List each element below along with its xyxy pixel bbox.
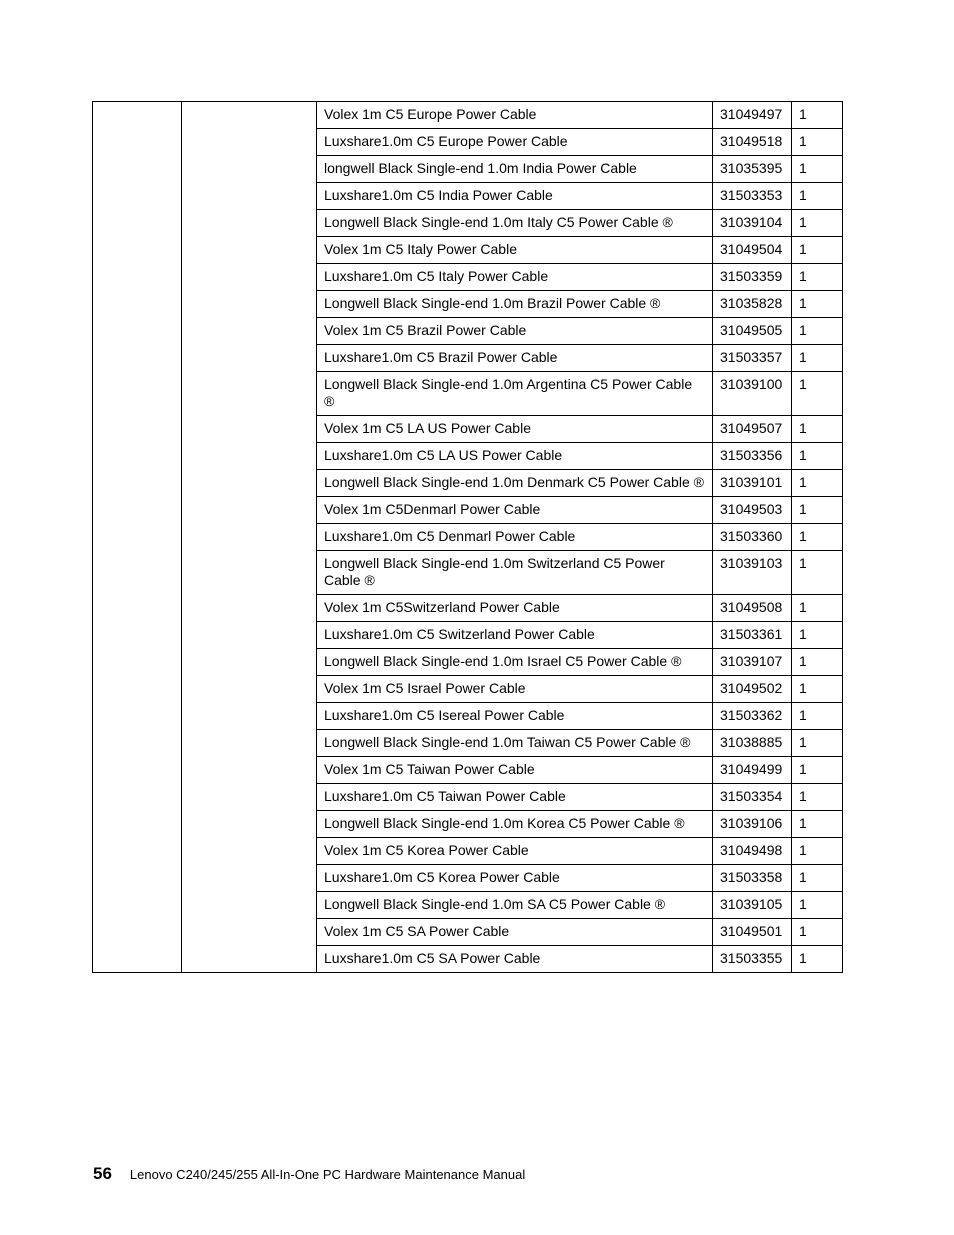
category-column-cell: [182, 102, 317, 973]
quantity-cell: 1: [792, 264, 843, 291]
part-number-cell: 31039101: [713, 470, 792, 497]
quantity-cell: 1: [792, 443, 843, 470]
description-cell: Luxshare1.0m C5 Brazil Power Cable: [317, 345, 713, 372]
part-number-cell: 31503357: [713, 345, 792, 372]
description-cell: Luxshare1.0m C5 Taiwan Power Cable: [317, 784, 713, 811]
description-cell: Volex 1m C5Denmarl Power Cable: [317, 497, 713, 524]
description-cell: Luxshare1.0m C5 Denmarl Power Cable: [317, 524, 713, 551]
part-number-cell: 31049508: [713, 595, 792, 622]
part-number-cell: 31503356: [713, 443, 792, 470]
quantity-cell: 1: [792, 757, 843, 784]
description-cell: Luxshare1.0m C5 India Power Cable: [317, 183, 713, 210]
quantity-cell: 1: [792, 416, 843, 443]
part-number-cell: 31049497: [713, 102, 792, 129]
quantity-cell: 1: [792, 497, 843, 524]
part-number-cell: 31035395: [713, 156, 792, 183]
description-cell: Volex 1m C5 Brazil Power Cable: [317, 318, 713, 345]
quantity-cell: 1: [792, 919, 843, 946]
part-number-cell: 31503360: [713, 524, 792, 551]
description-cell: Longwell Black Single-end 1.0m SA C5 Power Cable ®: [317, 892, 713, 919]
description-cell: Volex 1m C5 Israel Power Cable: [317, 676, 713, 703]
quantity-cell: 1: [792, 129, 843, 156]
quantity-cell: 1: [792, 811, 843, 838]
quantity-cell: 1: [792, 730, 843, 757]
description-cell: Luxshare1.0m C5 Isereal Power Cable: [317, 703, 713, 730]
manual-title: Lenovo C240/245/255 All-In-One PC Hardware Maintenance Manual: [129, 1167, 526, 1182]
description-cell: Longwell Black Single-end 1.0m Denmark C5 Power Cable ®: [317, 470, 713, 497]
fru-column-cell: [93, 102, 182, 973]
power-cable-parts-table: [92, 101, 843, 973]
quantity-cell: 1: [792, 372, 843, 416]
quantity-cell: 1: [792, 946, 843, 973]
part-number-cell: 31503362: [713, 703, 792, 730]
parts-table-body: [93, 102, 843, 973]
description-cell: Luxshare1.0m C5 LA US Power Cable: [317, 443, 713, 470]
quantity-cell: 1: [792, 524, 843, 551]
description-cell: Volex 1m C5 Taiwan Power Cable: [317, 757, 713, 784]
description-cell: Longwell Black Single-end 1.0m Switzerland C5 Power Cable ®: [317, 551, 713, 595]
quantity-cell: 1: [792, 345, 843, 372]
part-number-cell: 31049504: [713, 237, 792, 264]
part-number-cell: 31049503: [713, 497, 792, 524]
part-number-cell: 31049507: [713, 416, 792, 443]
part-number-cell: 31503355: [713, 946, 792, 973]
part-number-cell: 31049499: [713, 757, 792, 784]
part-number-cell: 31049498: [713, 838, 792, 865]
quantity-cell: 1: [792, 156, 843, 183]
part-number-cell: 31503354: [713, 784, 792, 811]
description-cell: Longwell Black Single-end 1.0m Italy C5 Power Cable ®: [317, 210, 713, 237]
quantity-cell: 1: [792, 676, 843, 703]
quantity-cell: 1: [792, 703, 843, 730]
part-number-cell: 31503358: [713, 865, 792, 892]
table-row: [93, 102, 843, 129]
part-number-cell: 31503361: [713, 622, 792, 649]
part-number-cell: 31039100: [713, 372, 792, 416]
description-cell: Longwell Black Single-end 1.0m Taiwan C5 Power Cable ®: [317, 730, 713, 757]
description-cell: Longwell Black Single-end 1.0m Korea C5 Power Cable ®: [317, 811, 713, 838]
quantity-cell: 1: [792, 622, 843, 649]
description-cell: longwell Black Single-end 1.0m India Power Cable: [317, 156, 713, 183]
description-cell: Longwell Black Single-end 1.0m Israel C5 Power Cable ®: [317, 649, 713, 676]
part-number-cell: 31039106: [713, 811, 792, 838]
description-cell: Volex 1m C5Switzerland Power Cable: [317, 595, 713, 622]
quantity-cell: 1: [792, 237, 843, 264]
part-number-cell: 31039103: [713, 551, 792, 595]
description-cell: Longwell Black Single-end 1.0m Argentina C5 Power Cable ®: [317, 372, 713, 416]
part-number-cell: 31038885: [713, 730, 792, 757]
page-footer: [93, 1164, 525, 1184]
part-number-cell: 31039107: [713, 649, 792, 676]
description-cell: Longwell Black Single-end 1.0m Brazil Power Cable ®: [317, 291, 713, 318]
part-number-cell: 31503359: [713, 264, 792, 291]
quantity-cell: 1: [792, 838, 843, 865]
description-cell: Luxshare1.0m C5 Italy Power Cable: [317, 264, 713, 291]
part-number-cell: 31039104: [713, 210, 792, 237]
quantity-cell: 1: [792, 784, 843, 811]
quantity-cell: 1: [792, 183, 843, 210]
description-cell: Luxshare1.0m C5 Switzerland Power Cable: [317, 622, 713, 649]
part-number-cell: 31049505: [713, 318, 792, 345]
part-number-cell: 31035828: [713, 291, 792, 318]
description-cell: Volex 1m C5 Europe Power Cable: [317, 102, 713, 129]
part-number-cell: 31049518: [713, 129, 792, 156]
part-number-cell: 31503353: [713, 183, 792, 210]
quantity-cell: 1: [792, 892, 843, 919]
description-cell: Volex 1m C5 LA US Power Cable: [317, 416, 713, 443]
description-cell: Luxshare1.0m C5 SA Power Cable: [317, 946, 713, 973]
part-number-cell: 31049501: [713, 919, 792, 946]
description-cell: Volex 1m C5 SA Power Cable: [317, 919, 713, 946]
quantity-cell: 1: [792, 595, 843, 622]
part-number-cell: 31039105: [713, 892, 792, 919]
quantity-cell: 1: [792, 291, 843, 318]
part-number-cell: 31049502: [713, 676, 792, 703]
description-cell: Volex 1m C5 Korea Power Cable: [317, 838, 713, 865]
quantity-cell: 1: [792, 470, 843, 497]
quantity-cell: 1: [792, 318, 843, 345]
description-cell: Volex 1m C5 Italy Power Cable: [317, 237, 713, 264]
quantity-cell: 1: [792, 551, 843, 595]
quantity-cell: 1: [792, 865, 843, 892]
quantity-cell: 1: [792, 649, 843, 676]
quantity-cell: 1: [792, 102, 843, 129]
quantity-cell: 1: [792, 210, 843, 237]
description-cell: Luxshare1.0m C5 Korea Power Cable: [317, 865, 713, 892]
description-cell: Luxshare1.0m C5 Europe Power Cable: [317, 129, 713, 156]
page-number: 56: [93, 1164, 112, 1183]
